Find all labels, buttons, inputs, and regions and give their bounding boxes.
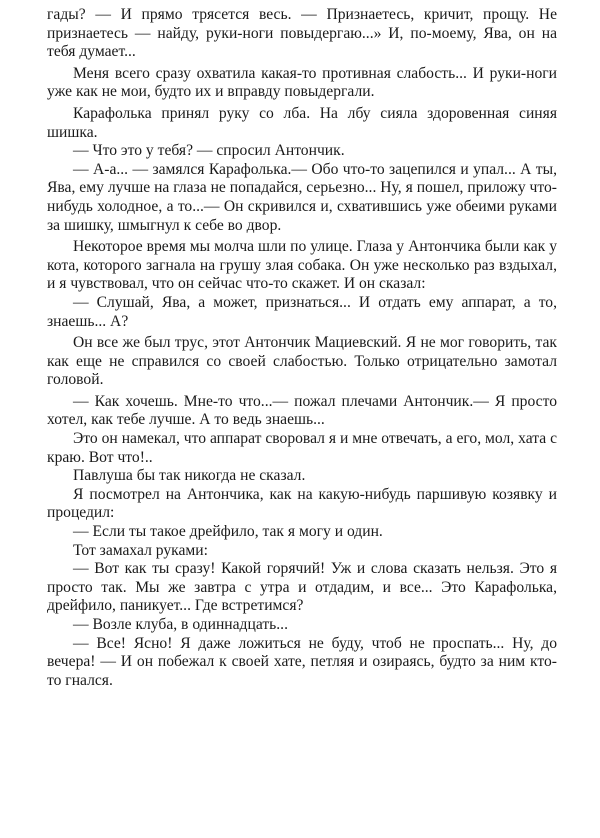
paragraph-15: — Вот как ты сразу! Какой горячий! Уж и слова сказать нельзя. Это я просто так. Мы же завтра с утра и отдадим, и все... Это Карафолька, дрейфило, паникует... Где встретимся?: [47, 560, 557, 615]
paragraph-5: — А-а... — замялся Карафолька.— Обо что-то зацепился и упал... А ты, Ява, ему лучше на глаза не попадайся, серьезно... Ну, я пошел, приложу что-нибудь холодное, а то...— Он скривился и, схватившись уже обеими руками за шишку, шмыгнул к себе во двор.: [47, 160, 557, 234]
paragraph-3: Карафолька принял руку со лба. На лбу сияла здоровенная синяя шишка.: [47, 104, 557, 141]
paragraph-8: Он все же был трус, этот Антончик Мациевский. Я не мог говорить, так как еще не справился со своей слабостью. Только отрицательно замотал головой.: [47, 334, 557, 389]
paragraph-7: — Слушай, Ява, а может, признаться... И отдать ему аппарат, а то, знаешь... А?: [47, 293, 557, 330]
paragraph-9: — Как хочешь. Мне-то что...— пожал плечами Антончик.— Я просто хотел, как тебе лучше. А то ведь знаешь...: [47, 392, 557, 429]
paragraph-16: — Возле клуба, в одиннадцать...: [73, 616, 288, 633]
paragraph-1: гады? — И прямо трясется весь. — Признаетесь, кричит, прощу. Не признаетесь — найду, руки-ноги повыдергаю...» И, по-моему, Ява, он на тебя думает...: [47, 6, 557, 61]
paragraph-12: Я посмотрел на Антончика, как на какую-нибудь паршивую козявку и процедил:: [47, 485, 557, 522]
paragraph-4: — Что это у тебя? — спросил Антончик.: [73, 142, 345, 160]
paragraph-6: Некоторое время мы молча шли по улице. Глаза у Антончика были как у кота, которого загнала на грушу злая собака. Он уже несколько раз вздыхал, и я чувствовал, что он сейчас что-то скажет. И он сказал:: [47, 238, 557, 293]
paragraph-11: Павлуша бы так никогда не сказал.: [73, 467, 306, 485]
paragraph-10: Это он намекал, что аппарат своровал я и мне отвечать, а его, мол, хата с краю. Вот что!..: [47, 430, 557, 466]
paragraph-17: — Все! Ясно! Я даже ложиться не буду, чтоб не проспать... Ну, до вечера! — И он побежал к своей хате, петляя и озираясь, будто за ним кто-то гнался.: [47, 634, 557, 689]
paragraph-14: Тот замахал руками:: [73, 541, 208, 559]
paragraph-2: Меня всего сразу охватила какая-то противная слабость... И руки-ноги уже как не мои, будто их и вправду повыдергали.: [47, 64, 557, 101]
paragraph-13: — Если ты такое дрейфило, так я могу и один.: [73, 523, 383, 541]
book-page: [47, 6, 557, 690]
